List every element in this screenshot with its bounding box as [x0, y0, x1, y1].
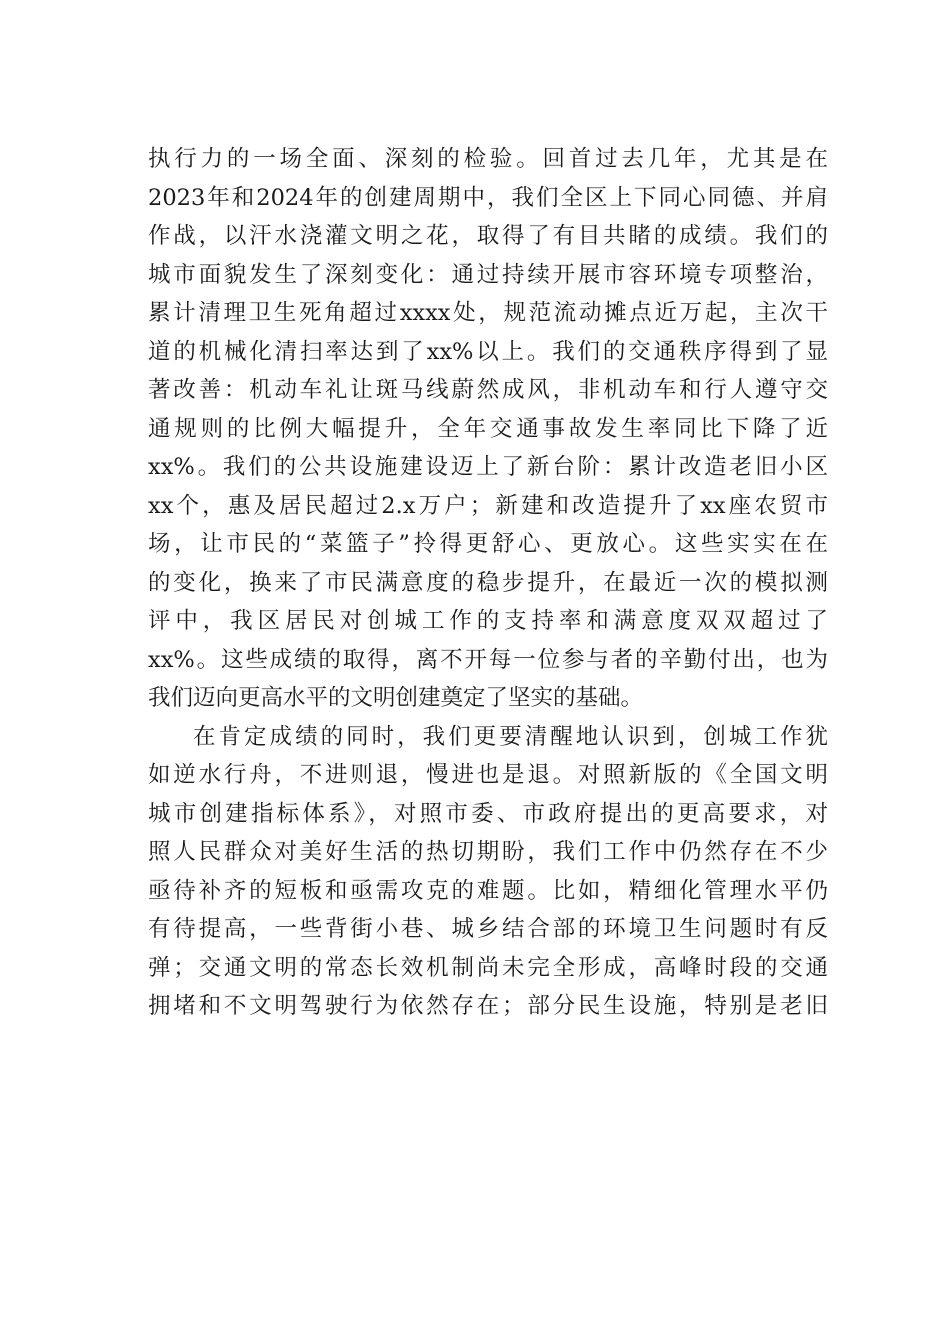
text-line: 如逆水行舟，不进则退，慢进也是退。对照新版的《全国文明 [148, 762, 828, 788]
text-line: 场，让市民的“菜篮子”拎得更舒心、更放心。这些实实在在 [148, 531, 828, 557]
text-line: 作战，以汗水浇灌文明之花，取得了有目共睹的成绩。我们的 [148, 223, 828, 249]
text-line: xx%。我们的公共设施建设迈上了新台阶：累计改造老旧小区 [148, 454, 828, 480]
text-line: 我们迈向更高水平的文明创建奠定了坚实的基础。 [148, 685, 644, 711]
text-line: 著改善：机动车礼让斑马线蔚然成风，非机动车和行人遵守交 [148, 377, 828, 403]
text-line: 执行力的一场全面、深刻的检验。回首过去几年，尤其是在 [148, 146, 828, 172]
text-line: 在肯定成绩的同时，我们更要清醒地认识到，创城工作犹 [193, 723, 828, 750]
paragraph-1 [148, 140, 828, 718]
text-line: 有待提高，一些背街小巷、城乡结合部的环境卫生问题时有反 [148, 916, 828, 942]
text-line: 2023年和2024年的创建周期中，我们全区上下同心同德、并肩 [148, 184, 828, 211]
paragraph-2 [148, 718, 828, 1026]
text-line: 通规则的比例大幅提升，全年交通事故发生率同比下降了近 [148, 415, 828, 442]
text-line: 的变化，换来了市民满意度的稳步提升，在最近一次的模拟测 [148, 569, 828, 596]
text-line: 弹；交通文明的常态长效机制尚未完全形成，高峰时段的交通 [148, 954, 828, 981]
text-line: 道的机械化清扫率达到了xx%以上。我们的交通秩序得到了显 [148, 338, 828, 365]
text-line: 城市面貌发生了深刻变化：通过持续开展市容环境专项整治， [148, 261, 828, 288]
text-line: 累计清理卫生死角超过xxxx处，规范流动摊点近万起，主次干 [148, 300, 828, 326]
text-line: 照人民群众对美好生活的热切期盼，我们工作中仍然存在不少 [148, 839, 828, 865]
text-line: xx%。这些成绩的取得，离不开每一位参与者的辛勤付出，也为 [148, 646, 828, 673]
text-line: 城市创建指标体系》，对照市委、市政府提出的更高要求，对 [148, 800, 828, 827]
body-text [148, 140, 828, 1026]
text-line: 拥堵和不文明驾驶行为依然存在；部分民生设施，特别是老旧 [148, 993, 828, 1019]
text-line: xx个，惠及居民超过2.x万户；新建和改造提升了xx座农贸市 [148, 492, 828, 519]
text-line: 评中，我区居民对创城工作的支持率和满意度双双超过了 [148, 608, 828, 634]
text-line: 亟待补齐的短板和亟需攻克的难题。比如，精细化管理水平仍 [148, 877, 828, 904]
